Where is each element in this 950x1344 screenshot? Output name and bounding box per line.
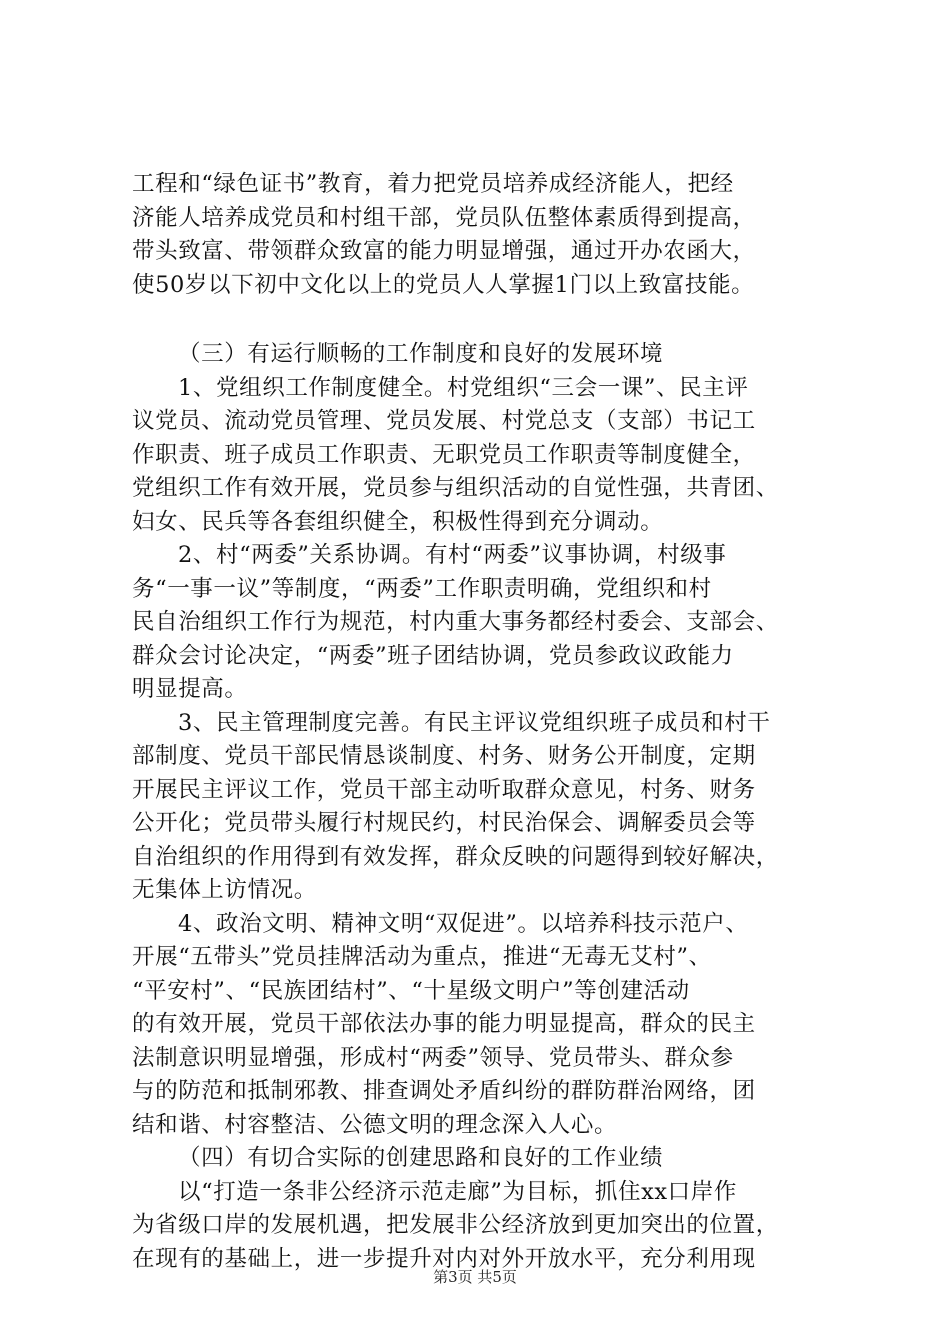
text-line: 开展民主评议工作，党员干部主动听取群众意见，村务、财务 <box>132 776 756 803</box>
text-line: 2、村“两委”关系协调。有村“两委”议事协调，村级事 <box>178 542 727 568</box>
text-line: 为省级口岸的发展机遇，把发展非公经济放到更加突出的位置， <box>132 1212 779 1238</box>
paragraph <box>132 539 832 707</box>
text-line: 务“一事一议”等制度，“两委”工作职责明确，党组织和村 <box>132 575 712 602</box>
paragraph <box>132 372 832 540</box>
text-line: 公开化；党员带头履行村规民约，村民治保会、调解委员会等 <box>132 810 756 836</box>
text-line: 民自治组织工作行为规范，村内重大事务都经村委会、支部会、 <box>132 609 779 635</box>
text-line: （三）有运行顺畅的工作制度和良好的发展环境 <box>178 341 664 367</box>
paragraph <box>132 338 832 372</box>
text-line: 群众会讨论决定，“两委”班子团结协调，党员参政议政能力 <box>132 642 734 669</box>
text-line: 使50岁以下初中文化以上的党员人人掌握1门以上致富技能。 <box>132 271 755 298</box>
paragraph <box>132 1176 832 1277</box>
text-line: 以“打造一条非公经济示范走廊”为目标，抓住xx口岸作 <box>178 1178 737 1205</box>
text-line: 自治组织的作用得到有效发挥，群众反映的问题得到较好解决， <box>132 843 779 870</box>
text-line: 结和谐、村容整洁、公德文明的理念深入人心。 <box>132 1111 618 1138</box>
text-line: 妇女、民兵等各套组织健全，积极性得到充分调动。 <box>132 508 664 535</box>
text-line: 的有效开展，党员干部依法办事的能力明显提高，群众的民主 <box>132 1011 756 1037</box>
text-line: 工程和“绿色证书”教育，着力把党员培养成经济能人，把经 <box>132 171 734 197</box>
text-line: 开展“五带头”党员挂牌活动为重点，推进“无毒无艾村”、 <box>132 944 712 970</box>
text-line: 济能人培养成党员和村组干部，党员队伍整体素质得到提高， <box>132 204 756 231</box>
text-line: 法制意识明显增强，形成村“两委”领导、党员带头、群众参 <box>132 1044 734 1071</box>
paragraph <box>132 908 832 1143</box>
paragraph <box>132 707 832 908</box>
text-line: （四）有切合实际的创建思路和良好的工作业绩 <box>178 1145 664 1171</box>
text-line: 作职责、班子成员工作职责、无职党员工作职责等制度健全， <box>132 441 756 468</box>
paragraph-gap <box>132 302 832 338</box>
page-footer: 第3页 共5页 <box>433 1268 517 1286</box>
paragraph <box>132 168 832 302</box>
text-line: 带头致富、带领群众致富的能力明显增强，通过开办农函大， <box>132 238 756 264</box>
text-line: 议党员、流动党员管理、党员发展、村党总支（支部）书记工 <box>132 408 756 434</box>
text-line: 部制度、党员干部民情恳谈制度、村务、财务公开制度，定期 <box>132 743 756 769</box>
text-line: “平安村”、“民族团结村”、“十星级文明户”等创建活动 <box>132 977 690 1004</box>
document-body <box>132 168 832 1276</box>
text-line: 3、民主管理制度完善。有民主评议党组织班子成员和村干 <box>178 709 771 736</box>
text-line: 明显提高。 <box>132 676 248 702</box>
text-line: 1、党组织工作制度健全。村党组织“三会一课”、民主评 <box>178 374 749 401</box>
text-line: 无集体上访情况。 <box>132 877 317 903</box>
text-line: 党组织工作有效开展，党员参与组织活动的自觉性强，共青团、 <box>132 475 779 501</box>
text-line: 4、政治文明、精神文明“双促进”。以培养科技示范户、 <box>178 910 749 937</box>
text-line: 与的防范和抵制邪教、排查调处矛盾纠纷的群防群治网络，团 <box>132 1078 756 1104</box>
paragraph <box>132 1142 832 1176</box>
text-line: 在现有的基础上，进一步提升对内对外开放水平，充分利用现 <box>132 1245 756 1272</box>
